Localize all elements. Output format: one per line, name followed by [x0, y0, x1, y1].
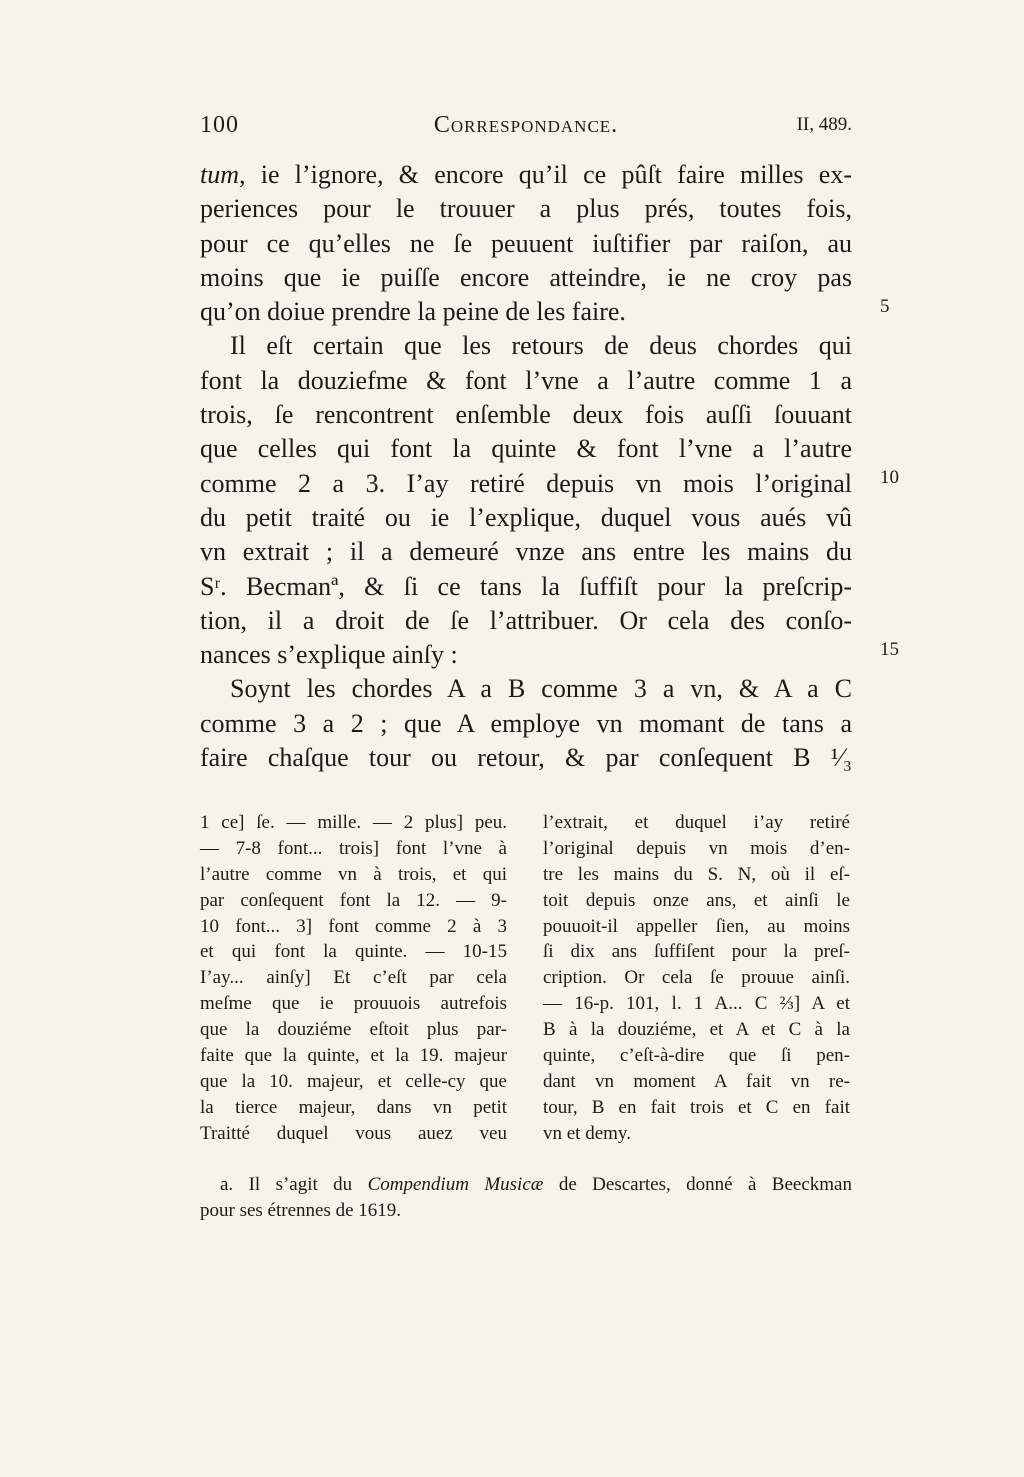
variant-line: cription. Or cela ſe prouue ainſi.	[543, 967, 850, 989]
text-line: Sʳ. Becmanª, & ſi ce tans la ſuffiſt pour la preſcrip-	[200, 571, 852, 601]
text-line: du petit traité ou ie l’explique, duquel vous aués vû	[200, 502, 852, 532]
variant-line: vn et demy.	[543, 1122, 631, 1144]
text-line: que celles qui font la quinte & font l’vne a l’autre	[200, 434, 852, 464]
text-line: moins que ie puiſſe encore atteindre, ie ne croy pas	[200, 262, 852, 292]
variant-line: Traitté duquel vous auez veu	[200, 1122, 507, 1144]
line-number: 15	[880, 639, 899, 660]
footnote-line: a. Il s’agit du Compendium Musicæ de Descartes, donné à Beeckman	[220, 1174, 852, 1195]
variant-line: par conſequent font la 12. — 9-	[200, 889, 507, 911]
variant-line: et qui font la quinte. — 10-15	[200, 941, 507, 963]
text-line: periences pour le trouuer a plus prés, toutes fois,	[200, 194, 852, 224]
variant-line: dant vn moment A fait vn re-	[543, 1070, 850, 1092]
variant-line: 10 font... 3] font comme 2 à 3	[200, 915, 507, 937]
variant-line: B à la douziéme, et A et C à la	[543, 1019, 850, 1041]
editorial-footnote	[200, 1172, 852, 1224]
variant-notes	[200, 810, 852, 1150]
variant-line: I’ay... ainſy] Et c’eſt par cela	[200, 967, 507, 989]
letter-reference: II, 489.	[796, 114, 852, 135]
variant-line: toit depuis onze ans, et ainſi le	[543, 889, 850, 911]
text-line: font la douziefme & font l’vne a l’autre comme 1 a	[200, 365, 852, 395]
text-line: tion, il a droit de ſe l’attribuer. Or cela des conſo-	[200, 605, 852, 635]
variant-line: faite que la quinte, et la 19. majeur	[200, 1045, 507, 1067]
variant-line: — 7-8 font... trois] font l’vne à	[200, 837, 507, 859]
variant-line: pouuoit-il appeller ſien, au moins	[543, 915, 850, 937]
text-line: comme 3 a 2 ; que A employe vn momant de tans a	[200, 708, 852, 738]
variant-column-left	[200, 810, 507, 1147]
running-title: Correspondance.	[433, 112, 619, 138]
text-line: nances s’explique ainſy :	[200, 640, 458, 670]
text-line: Soynt les chordes A a B comme 3 a vn, & A a C	[230, 674, 852, 704]
italic-lead: tum,	[200, 160, 246, 189]
variant-line: tre les mains du S. N, où il eſ-	[543, 863, 850, 885]
line-number: 5	[880, 296, 890, 317]
variant-line: 1 ce] ſe. — mille. — 2 plus] peu.	[200, 812, 507, 833]
variant-line: la tierce majeur, dans vn petit	[200, 1096, 507, 1118]
running-header	[200, 112, 852, 144]
page-number: 100	[200, 112, 239, 138]
variant-line: quinte, c’eſt-à-dire que ſi pen-	[543, 1045, 850, 1067]
text-line: faire chaſque tour ou retour, & par conſequent B ¹⁄₃	[200, 743, 852, 773]
text-line: Il eſt certain que les retours de deus chordes qui	[230, 331, 852, 361]
variant-line: meſme que ie prouuois autrefois	[200, 993, 507, 1015]
footnote-line: pour ses étrennes de 1619.	[200, 1200, 402, 1221]
variant-line: — 16-p. 101, l. 1 A... C ⅔] A et	[543, 993, 850, 1015]
variant-line: ſi dix ans ſuffiſent pour la preſ-	[543, 941, 850, 963]
variant-line: l’original depuis vn mois d’en-	[543, 837, 850, 859]
main-text	[200, 158, 852, 775]
line-number: 10	[880, 467, 899, 488]
variant-column-right	[543, 810, 850, 1147]
text-line: tum, ie l’ignore, & encore qu’il ce pûſt faire milles ex-	[200, 160, 852, 189]
variant-line: que la douziéme eſtoit plus par-	[200, 1019, 507, 1041]
variant-line: tour, B en fait trois et C en fait	[543, 1096, 850, 1118]
text-line: pour ce qu’elles ne ſe peuuent iuſtifier par raiſon, au	[200, 228, 852, 258]
variant-line: que la 10. majeur, et celle-cy que	[200, 1070, 507, 1092]
text-line: vn extrait ; il a demeuré vnze ans entre les mains du	[200, 537, 852, 567]
variant-line: l’extrait, et duquel i’ay retiré	[543, 812, 850, 833]
variant-line: l’autre comme vn à trois, et qui	[200, 863, 507, 885]
work-title: Compendium Musicæ	[367, 1174, 544, 1195]
text-line: qu’on doiue prendre la peine de les faire.	[200, 297, 626, 327]
text-line: comme 2 a 3. I’ay retiré depuis vn mois l’original	[200, 468, 852, 498]
text-line: trois, ſe rencontrent enſemble deux fois auſſi ſouuant	[200, 400, 852, 430]
